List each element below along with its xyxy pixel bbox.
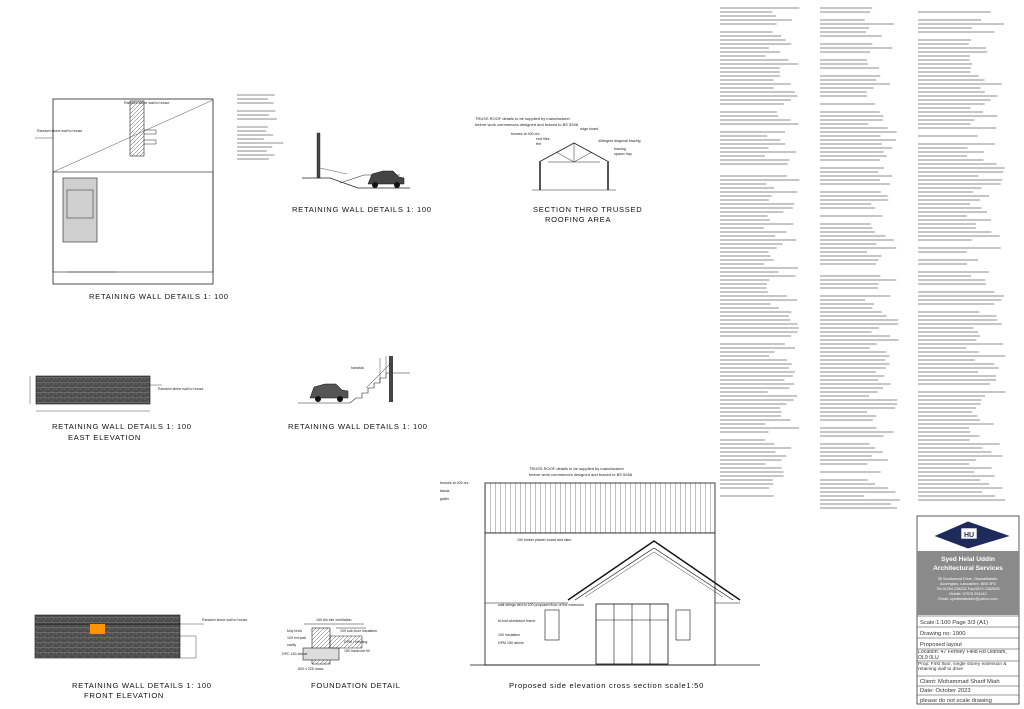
tag-timber: 150 timber plaster board and skim <box>517 538 572 542</box>
tag-ridge: ridge board <box>580 127 599 131</box>
project-description: Prop: First floor, single storey extension & retaining wall to drive <box>918 662 1007 673</box>
view-title-2: ROOFING AREA <box>545 215 612 224</box>
tag-hard: 150 hardcore fill <box>344 649 370 653</box>
tag-fascia: fascia <box>440 489 450 493</box>
address-line: Accrington, Lancashire. BB5 3PZ <box>940 582 996 586</box>
side-elevation-section <box>440 466 760 690</box>
tag-walls: wall strings tied to 100 proposed floor of the extension <box>498 603 584 607</box>
location: Location: 47 Fernley Field Rd Oldham, OL9 0LU <box>918 650 1007 661</box>
address-line: Mobile: 07976 251142 <box>949 592 987 596</box>
scale-page: Scale:1:100 Page 3/3 (A1) <box>920 620 988 626</box>
tag-felt: felt <box>536 142 541 146</box>
wall-label-a: Random stone wall to house <box>37 129 83 133</box>
view-title-2: FRONT ELEVATION <box>84 691 165 700</box>
roof-spec-line1: TRUSS ROOF details to be supplied by manufacturer <box>475 116 570 121</box>
tag-roof-tiles: roof tiles <box>536 137 550 141</box>
car-side-icon <box>368 171 404 188</box>
view-title-1: RETAINING WALL DETAILS 1: 100 <box>72 681 212 690</box>
front-elevation <box>35 615 247 700</box>
tag-top: 150 thk site ventilation <box>316 618 352 622</box>
handrail-label: handrail <box>351 366 364 370</box>
tag-insul: 100 sub-floor insulation <box>340 629 378 633</box>
tag-bracing: bracing <box>614 147 626 151</box>
car-side-icon <box>310 384 348 402</box>
drawing-no: Drawing no: 1900 <box>920 631 966 637</box>
view-title-1: RETAINING WALL DETAILS 1: 100 <box>52 422 192 431</box>
east-elevation <box>30 376 203 442</box>
address-line: Email: syedhelaluddin@yahoo.com <box>938 597 998 601</box>
view-title-1: SECTION THRO TRUSSED <box>533 205 643 214</box>
address-line: Tel:01254 238232 Fax:0870 2352528 <box>936 587 1000 591</box>
tag-trusses: trusses at 400 crs <box>440 481 469 485</box>
side-spec-line1: TRUSS ROOF details to be supplied by manufacturer <box>529 466 624 471</box>
specification-notes <box>237 8 1006 508</box>
tag-gutter: gutter <box>440 497 450 501</box>
drawing-title: Proposed layout <box>920 642 962 648</box>
tag-trusses: trusses at 400 crs <box>511 132 540 136</box>
disclaimer: please do not scale drawing <box>920 698 992 704</box>
view-title: Proposed side elevation cross section scale1:50 <box>509 681 704 690</box>
title-block <box>917 516 1019 704</box>
view-title: RETAINING WALL DETAILS 1: 100 <box>288 422 428 431</box>
tag-bifold: bi-fold aluminium frame <box>498 619 536 623</box>
logo-mark: HU <box>964 532 975 539</box>
tag-grade: 600 x 225 mass <box>298 667 324 671</box>
steps-section <box>288 356 428 431</box>
view-title-2: EAST ELEVATION <box>68 433 142 442</box>
tag-spacer: spacer tray <box>614 152 632 156</box>
tag-dpm: DPM 150 above <box>498 641 524 645</box>
company-name-2: Architectural Services <box>933 565 1003 572</box>
view-title: RETAINING WALL DETAILS 1: 100 <box>89 292 229 301</box>
tag-dpc: DPC 150 above <box>282 652 308 656</box>
wall-strip <box>130 101 144 156</box>
address-line: 35 Southwood Drive, Oswaldtwistle, <box>937 577 999 581</box>
wall-cladding <box>485 483 715 533</box>
company-name-1: Syed Helal Uddin <box>941 556 995 563</box>
side-spec-line2: before work commences designed and braced to BS 5268 <box>529 472 632 477</box>
wall-label: Random stone wall to house <box>202 618 248 622</box>
tag-wall: 100 ext wall <box>287 636 306 640</box>
tag-slab: DPM / blinding <box>344 640 368 644</box>
wall-label-b: Random stone wall to house <box>124 101 170 105</box>
tag-diagonal: 45degree diagonal bracing <box>598 139 641 143</box>
view-title: FOUNDATION DETAIL <box>311 681 401 690</box>
view-title: RETAINING WALL DETAILS 1: 100 <box>292 205 432 214</box>
trussed-roof-section <box>475 116 643 224</box>
foundation-detail <box>282 618 401 690</box>
retaining-wall-section <box>292 133 432 214</box>
tag-fill: fully brick <box>287 629 302 633</box>
tag-insul: 100 insulation <box>498 633 521 637</box>
orange-feature <box>90 624 105 634</box>
roof-spec-line2: before work commences designed and braced to BS 5268 <box>475 122 578 127</box>
date: Date: October 2023 <box>920 688 971 694</box>
client: Client: Mohammad Sharif Miah <box>920 679 1000 685</box>
tag-cavity: cavity <box>287 643 297 647</box>
retaining-wall-plan <box>35 99 229 301</box>
stone-wall <box>36 376 150 404</box>
wall-label: Random stone wall to house <box>158 387 204 391</box>
parked-car-plan <box>63 178 97 242</box>
stone-wall <box>35 624 180 658</box>
